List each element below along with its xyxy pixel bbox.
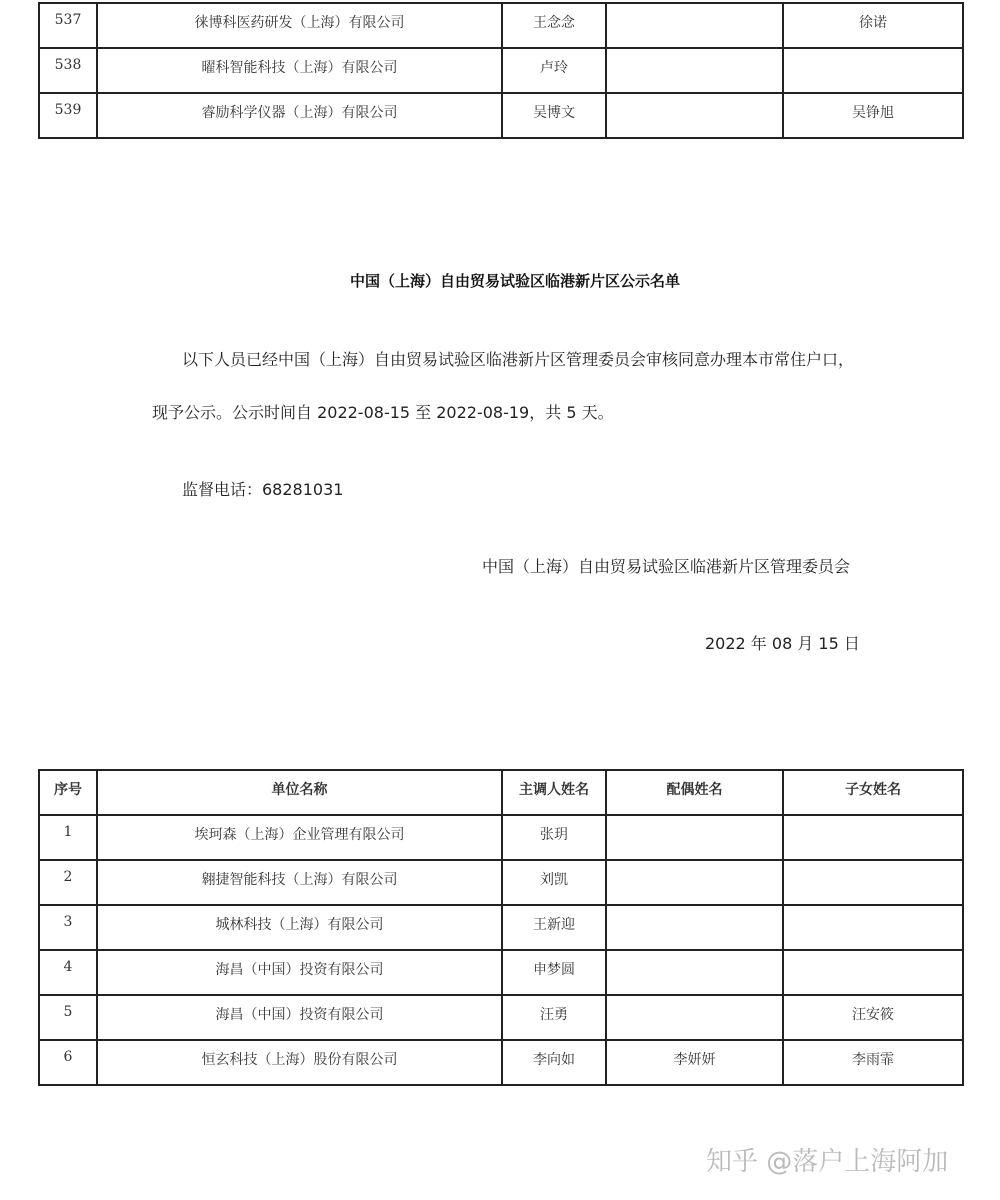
- company-name: 海昌（中国）投资有限公司: [97, 995, 502, 1040]
- row-number: 6: [39, 1040, 97, 1085]
- table-row: [39, 815, 963, 860]
- child-name: [783, 905, 963, 950]
- spouse-name: [606, 860, 783, 905]
- header-company: 单位名称: [97, 770, 502, 815]
- main-applicant-name: 王念念: [502, 3, 606, 48]
- spouse-name: [606, 950, 783, 995]
- table-row: [39, 995, 963, 1040]
- company-name: 曜科智能科技（上海）有限公司: [97, 48, 502, 93]
- spouse-name: [606, 905, 783, 950]
- main-applicant-name: 吴博文: [502, 93, 606, 138]
- table-row: [39, 48, 963, 93]
- child-name: 徐诺: [783, 3, 963, 48]
- spouse-name: [606, 48, 783, 93]
- spouse-name: 李妍妍: [606, 1040, 783, 1085]
- child-name: [783, 950, 963, 995]
- company-name: 徕博科医药研发（上海）有限公司: [97, 3, 502, 48]
- table-row: [39, 3, 963, 48]
- spouse-name: [606, 3, 783, 48]
- header-child: 子女姓名: [783, 770, 963, 815]
- row-number: 538: [39, 48, 97, 93]
- table-row: [39, 950, 963, 995]
- row-number: 3: [39, 905, 97, 950]
- child-name: 李雨霏: [783, 1040, 963, 1085]
- company-name: 睿励科学仪器（上海）有限公司: [97, 93, 502, 138]
- child-name: 吴铮旭: [783, 93, 963, 138]
- child-name: [783, 815, 963, 860]
- issuing-authority: 中国（上海）自由贸易试验区临港新片区管理委员会: [482, 557, 851, 576]
- watermark: 知乎 @落户上海阿加: [706, 1147, 949, 1177]
- company-name: 海昌（中国）投资有限公司: [97, 950, 502, 995]
- table-row: [39, 1040, 963, 1085]
- spouse-name: [606, 93, 783, 138]
- table-row: [39, 905, 963, 950]
- main-applicant-name: 汪勇: [502, 995, 606, 1040]
- row-number: 539: [39, 93, 97, 138]
- notice-title: 中国（上海）自由贸易试验区临港新片区公示名单: [349, 272, 680, 290]
- company-name: 城林科技（上海）有限公司: [97, 905, 502, 950]
- company-name: 翱捷智能科技（上海）有限公司: [97, 860, 502, 905]
- notice-paragraph-1: 以下人员已经中国（上海）自由贸易试验区临港新片区管理委员会审核同意办理本市常住户口，: [182, 350, 855, 369]
- header-number: 序号: [39, 770, 97, 815]
- main-applicant-name: 申梦圆: [502, 950, 606, 995]
- header-spouse: 配偶姓名: [606, 770, 783, 815]
- issue-date: 2022 年 08 月 15 日: [705, 634, 860, 653]
- main-applicant-name: 卢玲: [502, 48, 606, 93]
- row-number: 537: [39, 3, 97, 48]
- table-row: [39, 93, 963, 138]
- main-applicant-name: 李向如: [502, 1040, 606, 1085]
- spouse-name: [606, 995, 783, 1040]
- child-name: 汪安筱: [783, 995, 963, 1040]
- roster-table: [38, 769, 964, 1086]
- header-main-applicant: 主调人姓名: [502, 770, 606, 815]
- notice-paragraph-2: 现予公示。公示时间自 2022-08-15 至 2022-08-19，共 5 天。: [152, 403, 614, 422]
- main-applicant-name: 王新迎: [502, 905, 606, 950]
- row-number: 2: [39, 860, 97, 905]
- company-name: 恒玄科技（上海）股份有限公司: [97, 1040, 502, 1085]
- supervision-phone: 监督电话：68281031: [182, 480, 344, 499]
- main-applicant-name: 刘凯: [502, 860, 606, 905]
- company-name: 埃珂森（上海）企业管理有限公司: [97, 815, 502, 860]
- main-applicant-name: 张玥: [502, 815, 606, 860]
- previous-roster-table: [38, 2, 964, 139]
- child-name: [783, 860, 963, 905]
- table-header-row: [39, 770, 963, 815]
- child-name: [783, 48, 963, 93]
- row-number: 5: [39, 995, 97, 1040]
- table-row: [39, 860, 963, 905]
- row-number: 4: [39, 950, 97, 995]
- spouse-name: [606, 815, 783, 860]
- row-number: 1: [39, 815, 97, 860]
